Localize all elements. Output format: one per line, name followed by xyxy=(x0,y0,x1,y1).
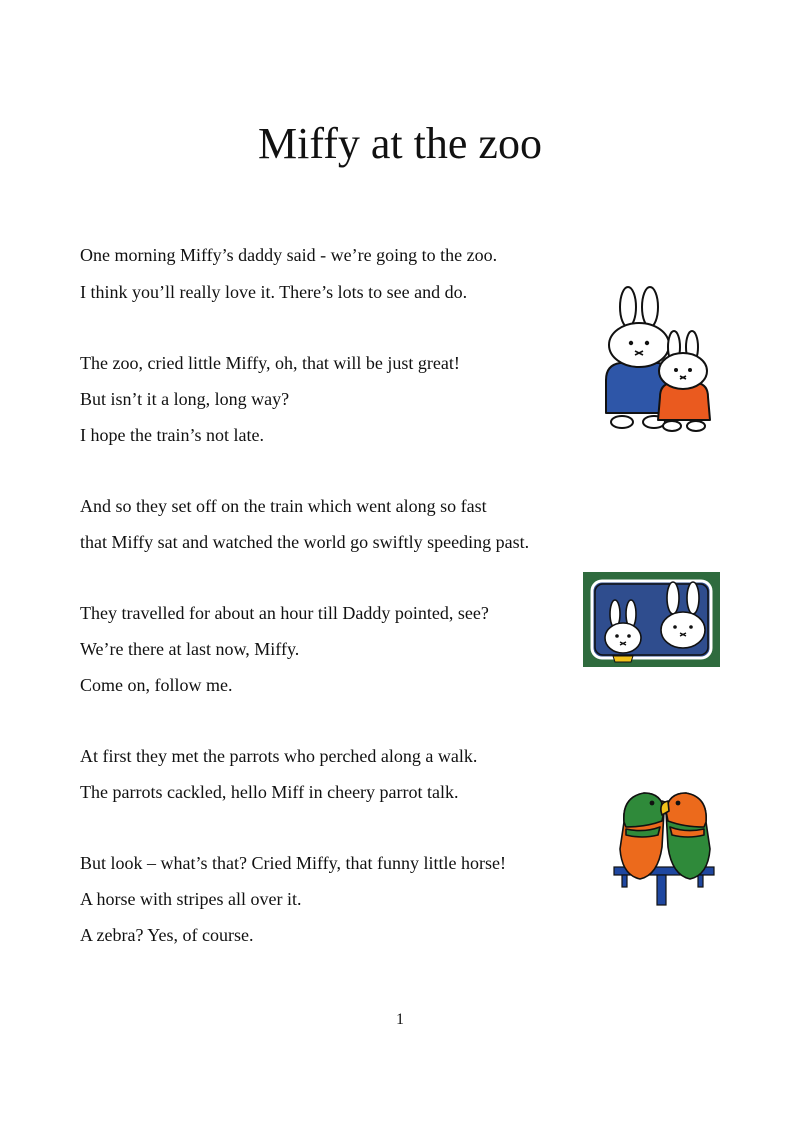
story-line: The zoo, cried little Miffy, oh, that will be just great! xyxy=(80,353,460,373)
story-line: But isn’t it a long, long way? xyxy=(80,389,290,409)
page-number: 1 xyxy=(396,1011,404,1028)
page-title: Miffy at the zoo xyxy=(258,119,542,168)
story-line: And so they set off on the train which went along so fast xyxy=(80,496,487,516)
story-line: We’re there at last now, Miffy. xyxy=(80,639,300,659)
story-line: One morning Miffy’s daddy said - we’re going to the zoo. xyxy=(80,245,498,265)
miffy-and-daddy-illustration xyxy=(600,285,715,435)
story-line: At first they met the parrots who perched along a walk. xyxy=(80,746,478,766)
story-line: They travelled for about an hour till Daddy pointed, see? xyxy=(80,603,489,623)
story-line: Come on, follow me. xyxy=(80,675,233,695)
train-window-illustration xyxy=(583,572,720,667)
story-line: But look – what’s that? Cried Miffy, that funny little horse! xyxy=(80,853,506,873)
story-line: A horse with stripes all over it. xyxy=(80,889,302,909)
two-parrots-illustration xyxy=(612,787,718,907)
story-line: that Miffy sat and watched the world go swiftly speeding past. xyxy=(80,532,530,552)
story-line: A zebra? Yes, of course. xyxy=(80,925,254,945)
story-line: The parrots cackled, hello Miff in cheery parrot talk. xyxy=(80,782,459,802)
story-line: I think you’ll really love it. There’s lots to see and do. xyxy=(80,282,468,302)
story-line: I hope the train’s not late. xyxy=(80,425,264,445)
